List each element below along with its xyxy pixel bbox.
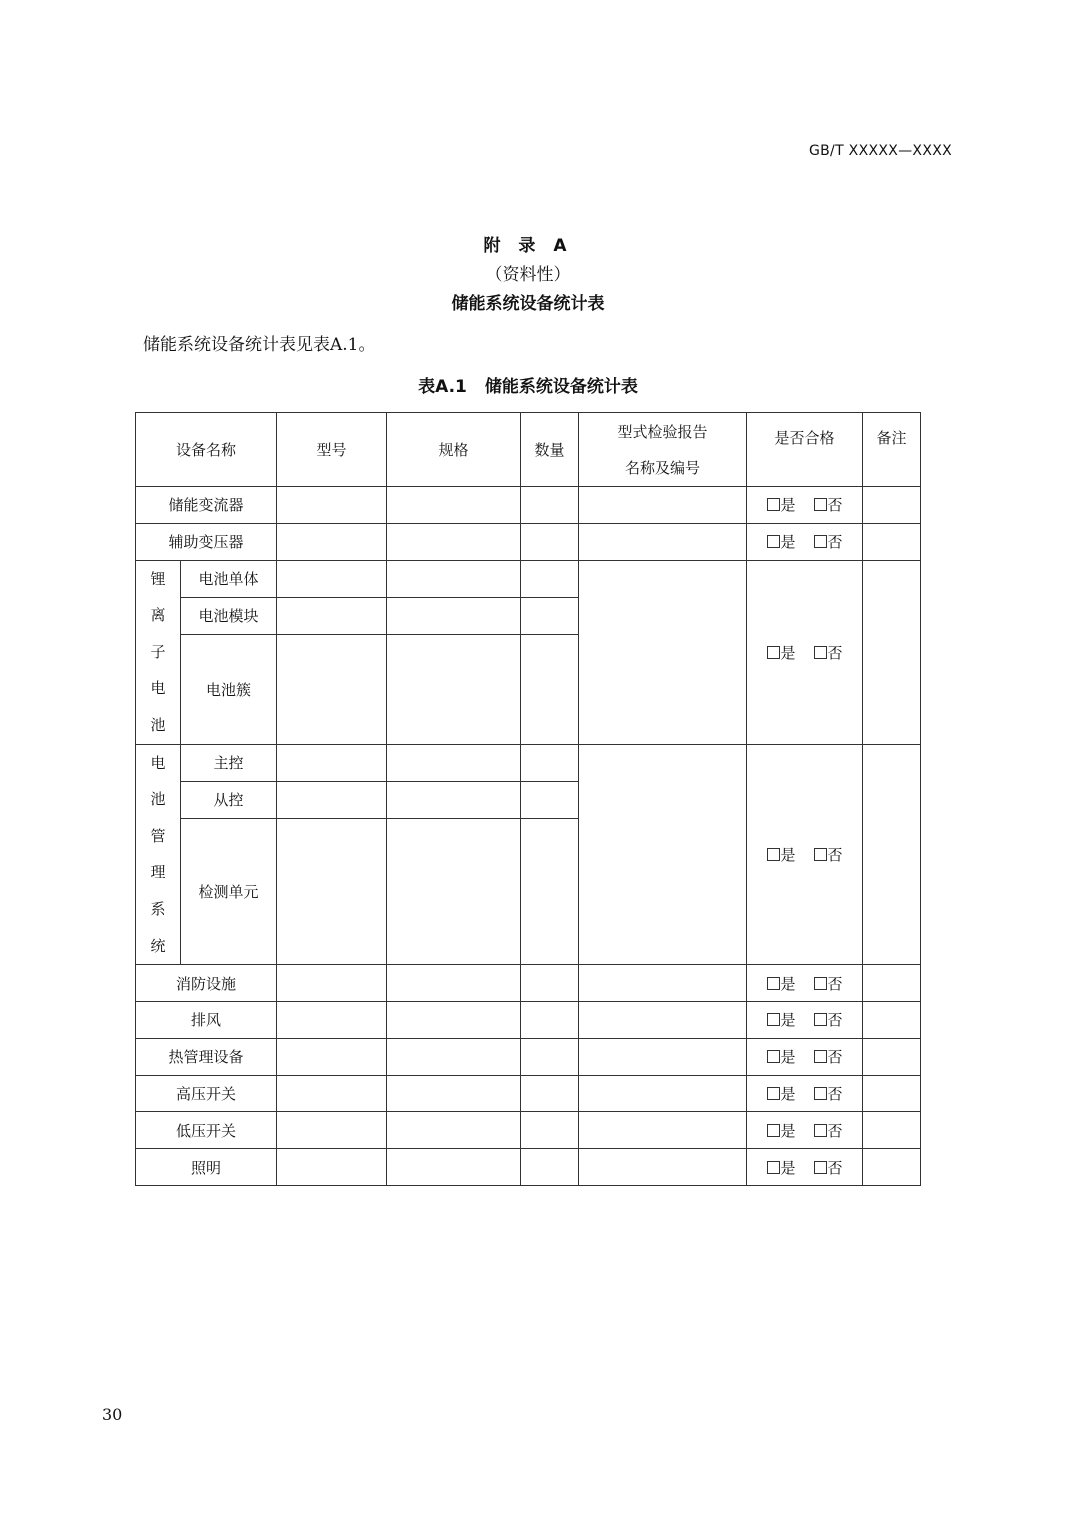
equipment-name: 消防设施 <box>136 965 277 1002</box>
no-checkbox[interactable] <box>814 1161 827 1174</box>
yes-checkbox[interactable] <box>767 1087 780 1100</box>
qualified-options <box>747 1149 863 1186</box>
blank-cell <box>521 1075 579 1112</box>
blank-cell <box>277 523 387 560</box>
no-label: 否 <box>827 1048 843 1067</box>
blank-cell <box>387 1001 521 1038</box>
remark-cell <box>863 965 921 1002</box>
blank-cell <box>387 487 521 524</box>
table-row <box>136 523 921 560</box>
blank-cell <box>579 1001 747 1038</box>
page-number: 30 <box>102 1405 123 1424</box>
blank-cell <box>387 597 521 634</box>
table-caption-number: 表A.1 <box>418 377 467 397</box>
group-label-char: 锂 <box>150 569 166 588</box>
equipment-name: 低压开关 <box>136 1112 277 1149</box>
remark-cell <box>863 744 921 965</box>
standard-code: GB/T XXXXX—XXXX <box>809 143 952 159</box>
group-label-char: 电 <box>150 753 166 772</box>
blank-cell <box>277 1038 387 1075</box>
qualified-options <box>747 523 863 560</box>
remark-cell <box>863 1075 921 1112</box>
qualified-options <box>747 1001 863 1038</box>
blank-cell <box>387 1038 521 1075</box>
no-checkbox[interactable] <box>814 535 827 548</box>
blank-cell <box>277 781 387 818</box>
blank-cell <box>277 560 387 597</box>
yes-checkbox[interactable] <box>767 535 780 548</box>
table-row <box>136 1075 921 1112</box>
yes-label: 是 <box>780 533 796 552</box>
blank-cell <box>277 818 387 964</box>
blank-cell <box>387 744 521 781</box>
yes-label: 是 <box>780 496 796 515</box>
group-label-char: 管 <box>150 826 166 845</box>
no-label: 否 <box>827 845 843 864</box>
group-label-char: 离 <box>150 606 166 625</box>
qualified-options <box>747 1075 863 1112</box>
remark-cell <box>863 1149 921 1186</box>
blank-cell <box>521 597 579 634</box>
group-label-char: 理 <box>150 863 166 882</box>
remark-cell <box>863 1001 921 1038</box>
no-checkbox[interactable] <box>814 646 827 659</box>
yes-label: 是 <box>780 643 796 662</box>
sub-equipment-name: 电池模块 <box>181 597 277 634</box>
qualified-options <box>747 965 863 1002</box>
remark-cell <box>863 487 921 524</box>
group-label-char: 电 <box>150 679 166 698</box>
blank-cell <box>579 1038 747 1075</box>
blank-cell <box>521 1001 579 1038</box>
yes-label: 是 <box>780 1084 796 1103</box>
equipment-name: 储能变流器 <box>136 487 277 524</box>
blank-cell <box>521 560 579 597</box>
blank-cell <box>579 965 747 1002</box>
appendix-title: 储能系统设备统计表 <box>451 294 605 314</box>
no-checkbox[interactable] <box>814 1087 827 1100</box>
blank-cell <box>521 744 579 781</box>
blank-cell <box>387 635 521 744</box>
blank-cell <box>277 1075 387 1112</box>
table-row <box>136 1001 921 1038</box>
blank-cell <box>277 487 387 524</box>
blank-cell <box>387 818 521 964</box>
no-checkbox[interactable] <box>814 1050 827 1063</box>
yes-checkbox[interactable] <box>767 977 780 990</box>
no-label: 否 <box>827 533 843 552</box>
blank-cell <box>521 965 579 1002</box>
group-label-char: 池 <box>150 790 166 809</box>
group-label-char: 统 <box>150 936 166 955</box>
qualified-options <box>747 744 863 965</box>
group-label-char: 池 <box>150 715 166 734</box>
qualified-options <box>747 1038 863 1075</box>
blank-cell <box>387 1075 521 1112</box>
header-qualified: 是否合格 <box>747 413 863 487</box>
yes-label: 是 <box>780 974 796 993</box>
table-row <box>136 965 921 1002</box>
remark-cell <box>863 560 921 744</box>
header-test-report-line1: 型式检验报告 <box>617 422 708 441</box>
yes-label: 是 <box>780 1011 796 1030</box>
table-row <box>136 487 921 524</box>
blank-cell <box>521 523 579 560</box>
blank-cell <box>277 744 387 781</box>
blank-cell <box>579 1075 747 1112</box>
yes-checkbox[interactable] <box>767 1124 780 1137</box>
report-cell <box>579 560 747 744</box>
table-row <box>136 1112 921 1149</box>
blank-cell <box>277 1149 387 1186</box>
yes-label: 是 <box>780 1121 796 1140</box>
remark-cell <box>863 1112 921 1149</box>
group_li-group-label <box>136 560 181 744</box>
yes-checkbox[interactable] <box>767 848 780 861</box>
blank-cell <box>277 1001 387 1038</box>
table-row <box>136 1038 921 1075</box>
qualified-options <box>747 487 863 524</box>
blank-cell <box>521 487 579 524</box>
no-label: 否 <box>827 1084 843 1103</box>
qualified-options <box>747 560 863 744</box>
appendix-label: 附 录 A <box>483 236 573 256</box>
blank-cell <box>387 560 521 597</box>
sub-equipment-name: 检测单元 <box>181 818 277 964</box>
appendix-nature: （资料性） <box>485 265 571 285</box>
sub-equipment-name: 从控 <box>181 781 277 818</box>
blank-cell <box>579 1149 747 1186</box>
header-test-report-line2: 名称及编号 <box>625 458 701 477</box>
blank-cell <box>387 1112 521 1149</box>
header-model: 型号 <box>277 413 387 487</box>
group_bms-group-label <box>136 744 181 965</box>
yes-checkbox[interactable] <box>767 1013 780 1026</box>
no-label: 否 <box>827 1121 843 1140</box>
table-caption-title: 储能系统设备统计表 <box>484 377 638 397</box>
blank-cell <box>521 781 579 818</box>
blank-cell <box>387 965 521 1002</box>
qualified-options <box>747 1112 863 1149</box>
equipment-name: 辅助变压器 <box>136 523 277 560</box>
remark-cell <box>863 1038 921 1075</box>
equipment-name: 排风 <box>136 1001 277 1038</box>
sub-equipment-name: 电池簇 <box>181 635 277 744</box>
blank-cell <box>521 1112 579 1149</box>
no-checkbox[interactable] <box>814 1124 827 1137</box>
group-label-char: 系 <box>150 899 166 918</box>
yes-checkbox[interactable] <box>767 646 780 659</box>
blank-cell <box>277 635 387 744</box>
group-label-char: 子 <box>150 642 166 661</box>
blank-cell <box>521 635 579 744</box>
table-header-row <box>136 413 921 487</box>
blank-cell <box>387 781 521 818</box>
blank-cell <box>277 1112 387 1149</box>
blank-cell <box>387 1149 521 1186</box>
yes-checkbox[interactable] <box>767 1161 780 1174</box>
blank-cell <box>277 597 387 634</box>
header-spec: 规格 <box>387 413 521 487</box>
blank-cell <box>387 523 521 560</box>
no-label: 否 <box>827 643 843 662</box>
table-row <box>136 744 921 781</box>
blank-cell <box>579 523 747 560</box>
yes-checkbox[interactable] <box>767 498 780 511</box>
yes-checkbox[interactable] <box>767 1050 780 1063</box>
intro-paragraph: 储能系统设备统计表见表A.1。 <box>143 335 376 355</box>
no-label: 否 <box>827 1158 843 1177</box>
no-checkbox[interactable] <box>814 1013 827 1026</box>
blank-cell <box>579 1112 747 1149</box>
header-remark: 备注 <box>863 413 921 487</box>
report-cell <box>579 744 747 965</box>
equipment-name: 热管理设备 <box>136 1038 277 1075</box>
sub-equipment-name: 主控 <box>181 744 277 781</box>
header-quantity: 数量 <box>521 413 579 487</box>
yes-label: 是 <box>780 1158 796 1177</box>
no-label: 否 <box>827 974 843 993</box>
blank-cell <box>521 1149 579 1186</box>
yes-label: 是 <box>780 845 796 864</box>
table-row <box>136 1149 921 1186</box>
blank-cell <box>521 818 579 964</box>
header-test-report <box>579 413 747 487</box>
remark-cell <box>863 523 921 560</box>
sub-equipment-name: 电池单体 <box>181 560 277 597</box>
table-row <box>136 560 921 597</box>
no-label: 否 <box>827 496 843 515</box>
no-checkbox[interactable] <box>814 977 827 990</box>
equipment-name: 照明 <box>136 1149 277 1186</box>
blank-cell <box>521 1038 579 1075</box>
blank-cell <box>579 487 747 524</box>
equipment-name: 高压开关 <box>136 1075 277 1112</box>
no-checkbox[interactable] <box>814 848 827 861</box>
header-equipment-name: 设备名称 <box>136 413 277 487</box>
table-caption <box>0 372 1056 397</box>
no-label: 否 <box>827 1011 843 1030</box>
yes-label: 是 <box>780 1048 796 1067</box>
equipment-statistics-table <box>135 412 921 1186</box>
blank-cell <box>277 965 387 1002</box>
no-checkbox[interactable] <box>814 498 827 511</box>
